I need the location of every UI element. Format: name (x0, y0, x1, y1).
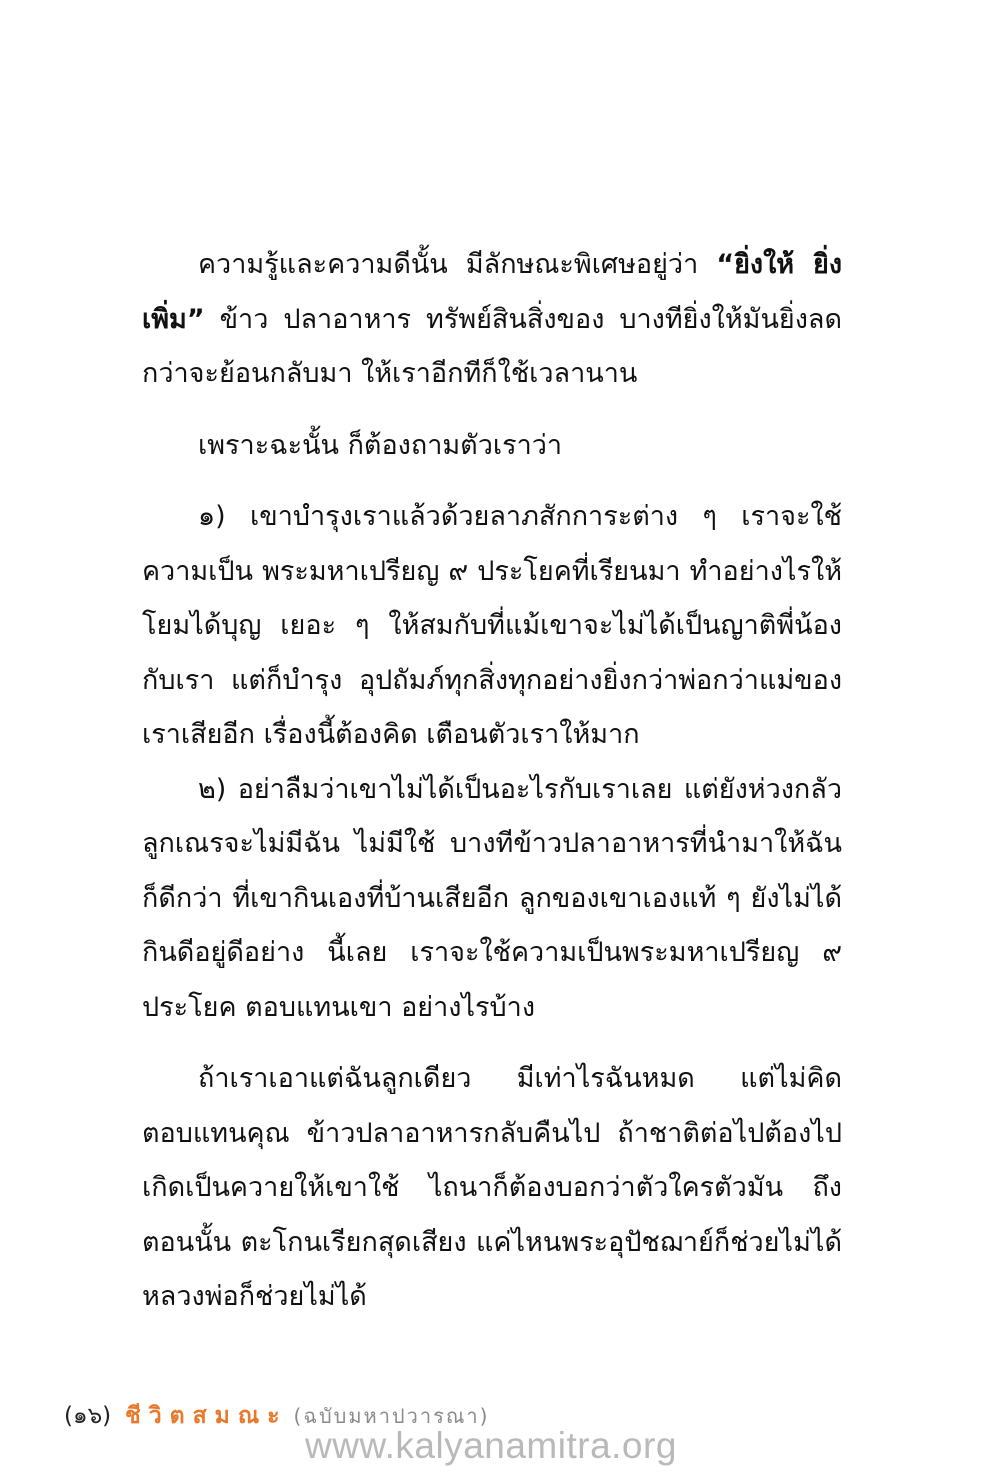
emphasis-quote: “ยิ่งให้ ยิ่งเพิ่ม” (142, 249, 842, 335)
paragraph-knowledge-and-goodness (142, 238, 842, 402)
paragraph-conclusion: ถ้าเราเอาแต่ฉันลูกเดียว มีเท่าไรฉันหมด แต่ไม่คิดตอบแทนคุณ ข้าวปลาอาหารกลับคืนไป ถ้าชาติต่อไปต้องไปเกิดเป็นควายให้เขาใช้ ไถนาก็ต้องบอกว่าตัวใครตัวมัน ถึงตอนนั้น ตะโกนเรียกสุดเสียง แค่ไหนพระอุปัชฌาย์ก็ช่วยไม่ได้ หลวงพ่อก็ช่วยไม่ได้ (142, 1063, 842, 1312)
paragraph-point-one: ๑) เขาบำรุงเราแล้วด้วยลาภสักการะต่าง ๆ เราจะใช้ความเป็น พระมหาเปรียญ ๙ ประโยคที่เรียนมา ทำอย่างไรให้โยมได้บุญ เยอะ ๆ ให้สมกับที่แม้เขาจะไม่ได้เป็นญาติพี่น้องกับเรา แต่ก็บำรุง อุปถัมภ์ทุกสิ่งทุกอย่างยิ่งกว่าพ่อกว่าแม่ของเราเสียอีก เรื่องนี้ต้องคิด เตือนตัวเราให้มาก (142, 501, 842, 750)
paragraph-text: ข้าว ปลาอาหาร ทรัพย์สินสิ่งของ บางทียิ่งให้มันยิ่งลด กว่าจะย้อนกลับมา ให้เราอีกทีก็ใช้เวลานาน (142, 303, 842, 389)
paragraph-text: ความรู้และความดีนั้น มีลักษณะพิเศษอยู่ว่า (198, 249, 717, 280)
book-title: ชีวิตสมณะ (125, 1403, 288, 1429)
page-body (142, 238, 842, 1325)
page-number: (๑๖) (64, 1403, 112, 1429)
watermark-url: www.kalyanamitra.org (305, 1425, 677, 1466)
paragraph-therefore: เพราะฉะนั้น ก็ต้องถามตัวเราว่า (198, 429, 563, 461)
paragraph-point-two: ๒) อย่าลืมว่าเขาไม่ได้เป็นอะไรกับเราเลย แต่ยังห่วงกลัว ลูกเณรจะไม่มีฉัน ไม่มีใช้ บางทีข้าวปลาอาหารที่นำมาให้ฉันก็ดีกว่า ที่เขากินเองที่บ้านเสียอีก ลูกของเขาเองแท้ ๆ ยังไม่ได้กินดีอยู่ดีอย่าง นี้เลย เราจะใช้ความเป็นพระมหาเปรียญ ๙ ประโยค ตอบแทนเขา อย่างไรบ้าง (142, 773, 842, 1023)
book-edition: (ฉบับมหาปวารณา) (293, 1404, 490, 1428)
